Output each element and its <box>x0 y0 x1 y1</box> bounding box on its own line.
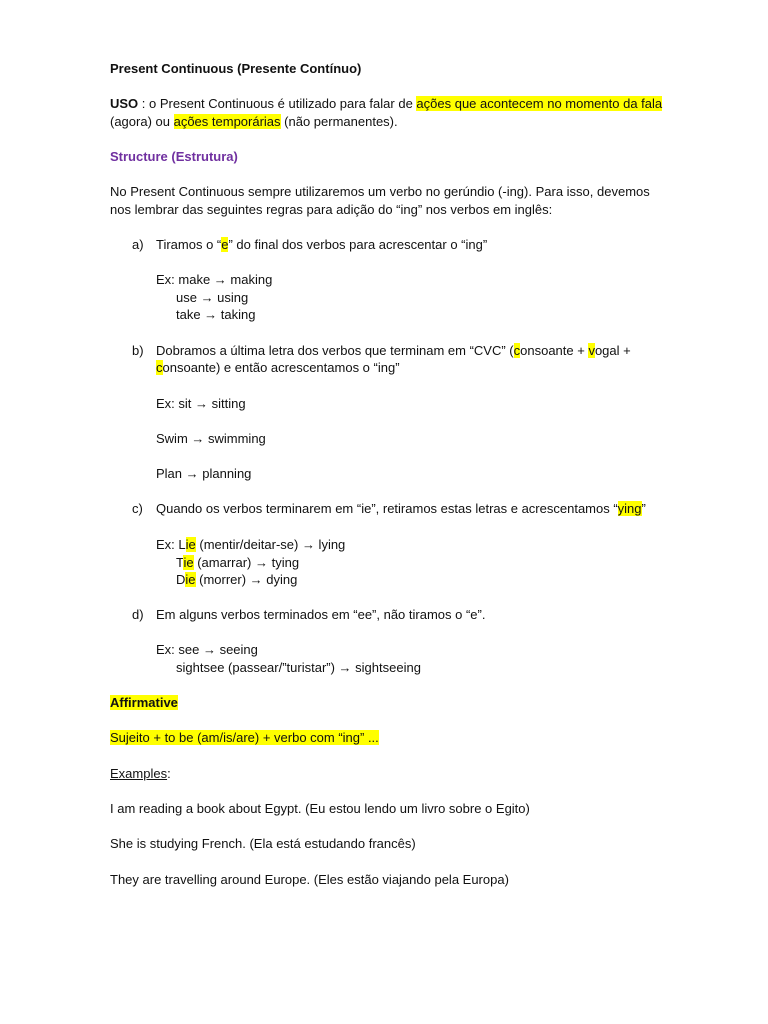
uso-line-2 <box>110 113 398 130</box>
rule-d-example-2: sightsee (passear/”turistar”) → sightseeing <box>176 660 421 675</box>
rule-b-highlight-c1: c <box>513 343 521 358</box>
affirmative-heading-text: Affirmative <box>110 695 178 710</box>
rule-c-ex3-pre: D <box>176 572 186 587</box>
rule-c-pre: Quando os verbos terminarem em “ie”, retiramos estas letras e acrescentamos “ <box>156 501 618 516</box>
affirmative-heading <box>110 694 178 711</box>
rule-c-ex2-post: (amarrar) → tying <box>193 555 300 570</box>
example-sentence: She is studying French. (Ela está estudando francês) <box>110 836 416 851</box>
rule-c-ex3-post: (morrer) → dying <box>195 572 298 587</box>
rule-b-line-2 <box>156 359 400 376</box>
rule-a-label: a) <box>132 237 144 252</box>
examples-label: Examples <box>110 766 168 781</box>
rule-c-ex1-highlight: ie <box>185 537 196 552</box>
rule-a-pre: Tiramos o “ <box>156 237 222 252</box>
rule-b-line-1 <box>132 342 631 359</box>
rule-a-example-2: use → using <box>176 290 249 305</box>
rule-b-text-4: onsoante) e então acrescentamos o “ing” <box>162 360 400 375</box>
rule-b-highlight-v: v <box>588 343 595 358</box>
rule-c-ex2-pre: T <box>176 555 184 570</box>
rule-c-ex1-pre: Ex: L <box>156 537 186 552</box>
affirmative-formula <box>110 729 379 746</box>
example-sentence: They are travelling around Europe. (Eles estão viajando pela Europa) <box>110 872 509 887</box>
rule-c-example-3 <box>176 571 297 588</box>
rule-c-label: c) <box>132 501 143 516</box>
uso-line-1 <box>110 95 662 112</box>
rule-c <box>132 500 646 517</box>
rule-c-ex1-post: (mentir/deitar-se) → lying <box>195 537 346 552</box>
rule-a-highlight: e <box>221 237 229 252</box>
rule-a-post: ” do final dos verbos para acrescentar o “ing” <box>228 237 488 252</box>
rule-b-text-2: onsoante + <box>520 343 589 358</box>
rule-d-label: d) <box>132 607 144 622</box>
rule-c-ex2-highlight: ie <box>183 555 194 570</box>
examples-heading <box>110 765 171 782</box>
rule-d <box>132 606 485 623</box>
uso-separator: : <box>138 96 150 111</box>
uso-highlight-1: ações que acontecem no momento da fala <box>416 96 663 111</box>
rule-a-example-1: Ex: make → making <box>156 272 273 287</box>
rule-b-label: b) <box>132 343 144 358</box>
rule-d-example-1: Ex: see → seeing <box>156 642 258 657</box>
rule-c-highlight: ying <box>617 501 642 516</box>
example-sentence: I am reading a book about Egypt. (Eu estou lendo um livro sobre o Egito) <box>110 801 530 816</box>
uso-text-3: (não permanentes). <box>280 114 398 129</box>
rule-d-text: Em alguns verbos terminados em “ee”, não tiramos o “e”. <box>156 607 486 622</box>
rule-b-example-3: Plan → planning <box>156 466 252 481</box>
rule-c-post: ” <box>641 501 646 516</box>
structure-heading: Structure (Estrutura) <box>110 149 238 164</box>
rule-b-text-1: Dobramos a última letra dos verbos que terminam em “CVC” ( <box>156 343 514 358</box>
uso-text-1: o Present Continuous é utilizado para falar de <box>149 96 417 111</box>
intro-line-1: No Present Continuous sempre utilizaremos um verbo no gerúndio (-ing). Para isso, devemos <box>110 184 650 199</box>
rule-b-highlight-c2: c <box>156 360 163 375</box>
uso-label: USO <box>110 96 139 111</box>
affirmative-formula-text: Sujeito + to be (am/is/are) + verbo com “ing” ... <box>110 730 379 745</box>
rule-a-example-3: take → taking <box>176 307 256 322</box>
rule-a <box>132 236 487 253</box>
page-title: Present Continuous (Presente Contínuo) <box>110 61 362 76</box>
uso-text-2: (agora) ou <box>110 114 174 129</box>
rule-c-example-1 <box>156 536 345 553</box>
uso-highlight-2: ações temporárias <box>173 114 281 129</box>
rule-b-text-3: ogal + <box>594 343 631 358</box>
rule-b-example-2: Swim → swimming <box>156 431 266 446</box>
examples-colon: : <box>167 766 171 781</box>
intro-line-2: nos lembrar das seguintes regras para adição do “ing” nos verbos em inglês: <box>110 202 553 217</box>
rule-c-ex3-highlight: ie <box>185 572 196 587</box>
rule-b-example-1: Ex: sit → sitting <box>156 396 246 411</box>
rule-c-example-2 <box>176 554 299 571</box>
